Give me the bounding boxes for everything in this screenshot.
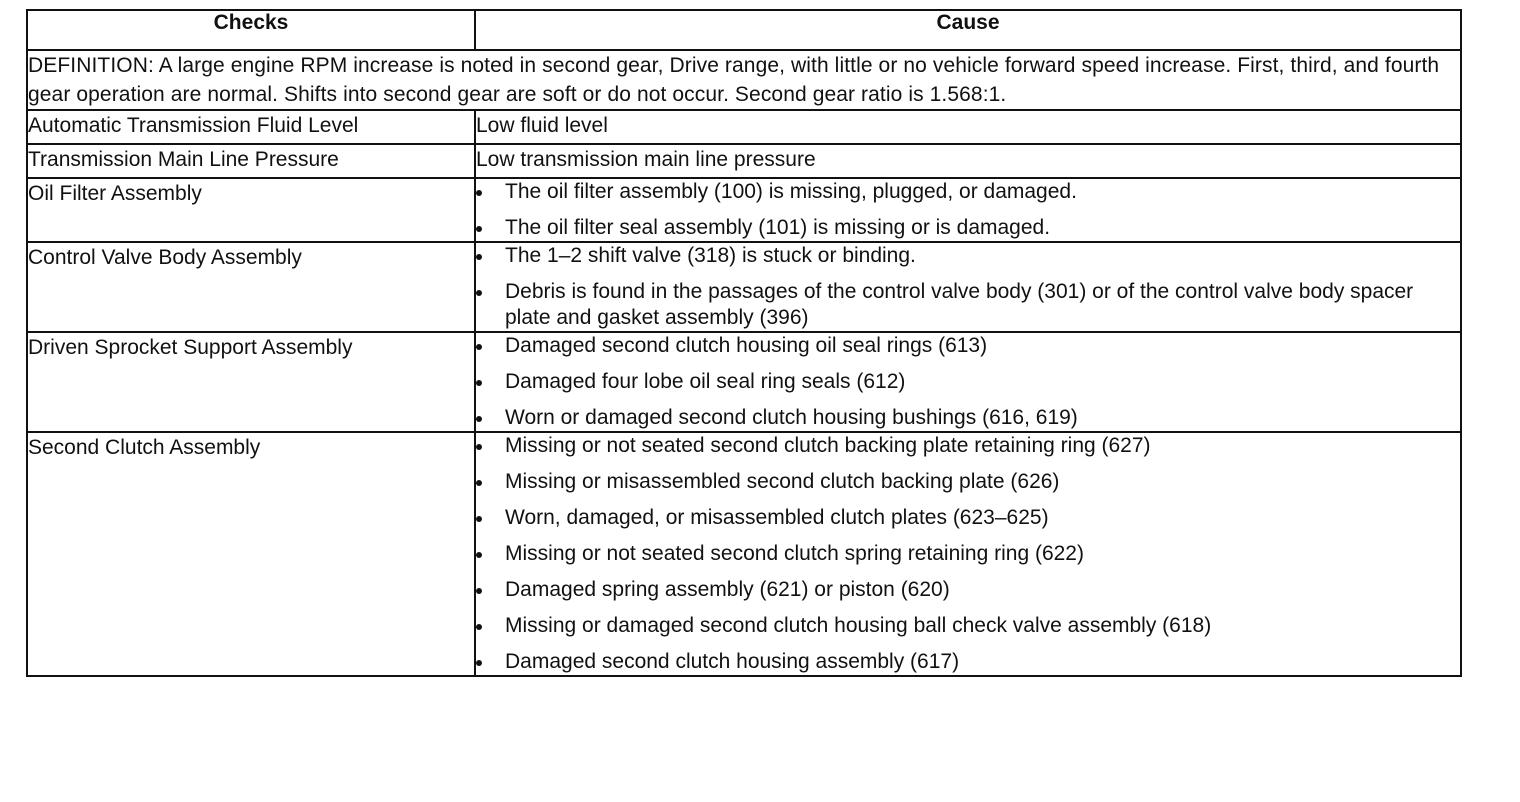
cause-text: The 1–2 shift valve (318) is stuck or binding. xyxy=(505,244,916,267)
diagnostic-table xyxy=(26,9,1462,677)
bullet-icon xyxy=(476,516,482,522)
bullet-icon xyxy=(476,290,482,296)
definition-row xyxy=(27,50,1461,110)
cause-text: Missing or misassembled second clutch backing plate (626) xyxy=(505,470,1060,493)
bullet-icon xyxy=(476,254,482,260)
table-row xyxy=(27,178,1461,242)
cause-main-line-pressure: Low transmission main line pressure xyxy=(475,144,1461,178)
table-row xyxy=(27,332,1461,432)
cause-text: Damaged second clutch housing oil seal rings (613) xyxy=(505,334,988,357)
cause-driven-sprocket-support xyxy=(475,332,1461,432)
list-item xyxy=(476,405,1460,431)
cause-oil-filter xyxy=(475,178,1461,242)
cause-text: Worn, damaged, or misassembled clutch plates (623–625) xyxy=(505,506,1049,529)
bullet-icon xyxy=(476,344,482,350)
bullet-icon xyxy=(476,588,482,594)
cause-text: Damaged spring assembly (621) or piston (620) xyxy=(505,578,950,601)
cause-text: Worn or damaged second clutch housing bushings (616, 619) xyxy=(505,406,1078,429)
definition-text: DEFINITION: A large engine RPM increase is noted in second gear, Drive range, with little or no vehicle forward speed increase. First, third, and fourth gear operation are normal. Shifts into second gear are soft or do not occur. Second gear ratio is 1.568:1. xyxy=(27,50,1461,110)
check-oil-filter: Oil Filter Assembly xyxy=(27,178,475,242)
table-row xyxy=(27,432,1461,676)
bullet-icon xyxy=(476,190,482,196)
table-row xyxy=(27,110,1461,144)
bullet-icon xyxy=(476,380,482,386)
bullet-icon xyxy=(476,552,482,558)
cause-fluid-level: Low fluid level xyxy=(475,110,1461,144)
bullet-icon xyxy=(476,660,482,666)
list-item xyxy=(476,243,1460,269)
cause-text: Missing or not seated second clutch backing plate retaining ring (627) xyxy=(505,434,1151,457)
check-second-clutch: Second Clutch Assembly xyxy=(27,432,475,676)
list-item xyxy=(476,469,1460,495)
cause-text: Damaged four lobe oil seal ring seals (612) xyxy=(505,370,906,393)
cause-text: The oil filter assembly (100) is missing, plugged, or damaged. xyxy=(505,180,1077,203)
cause-column-header: Cause xyxy=(475,10,1461,50)
cause-text: Missing or not seated second clutch spring retaining ring (622) xyxy=(505,542,1084,565)
cause-control-valve-body xyxy=(475,242,1461,332)
list-item xyxy=(476,505,1460,531)
list-item xyxy=(476,433,1460,459)
bullet-icon xyxy=(476,480,482,486)
cause-text: The oil filter seal assembly (101) is missing or is damaged. xyxy=(505,216,1051,239)
bullet-icon xyxy=(476,624,482,630)
bullet-icon xyxy=(476,416,482,422)
list-item xyxy=(476,613,1460,639)
list-item xyxy=(476,577,1460,603)
cause-text: Damaged second clutch housing assembly (617) xyxy=(505,650,960,673)
list-item xyxy=(476,541,1460,567)
list-item xyxy=(476,215,1460,241)
table-row xyxy=(27,144,1461,178)
table-row xyxy=(27,242,1461,332)
check-driven-sprocket-support: Driven Sprocket Support Assembly xyxy=(27,332,475,432)
list-item xyxy=(476,649,1460,675)
cause-text: Missing or damaged second clutch housing ball check valve assembly (618) xyxy=(505,614,1212,637)
checks-column-header: Checks xyxy=(27,10,475,50)
list-item xyxy=(476,333,1460,359)
check-control-valve-body: Control Valve Body Assembly xyxy=(27,242,475,332)
cause-second-clutch xyxy=(475,432,1461,676)
list-item xyxy=(476,369,1460,395)
bullet-icon xyxy=(476,226,482,232)
cause-text: Debris is found in the passages of the control valve body (301) or of the control valve body spacer plate and gasket assembly (396) xyxy=(505,280,1414,329)
list-item xyxy=(476,279,1460,331)
list-item xyxy=(476,179,1460,205)
check-main-line-pressure: Transmission Main Line Pressure xyxy=(27,144,475,178)
bullet-icon xyxy=(476,444,482,450)
header-row xyxy=(27,10,1461,50)
check-fluid-level: Automatic Transmission Fluid Level xyxy=(27,110,475,144)
